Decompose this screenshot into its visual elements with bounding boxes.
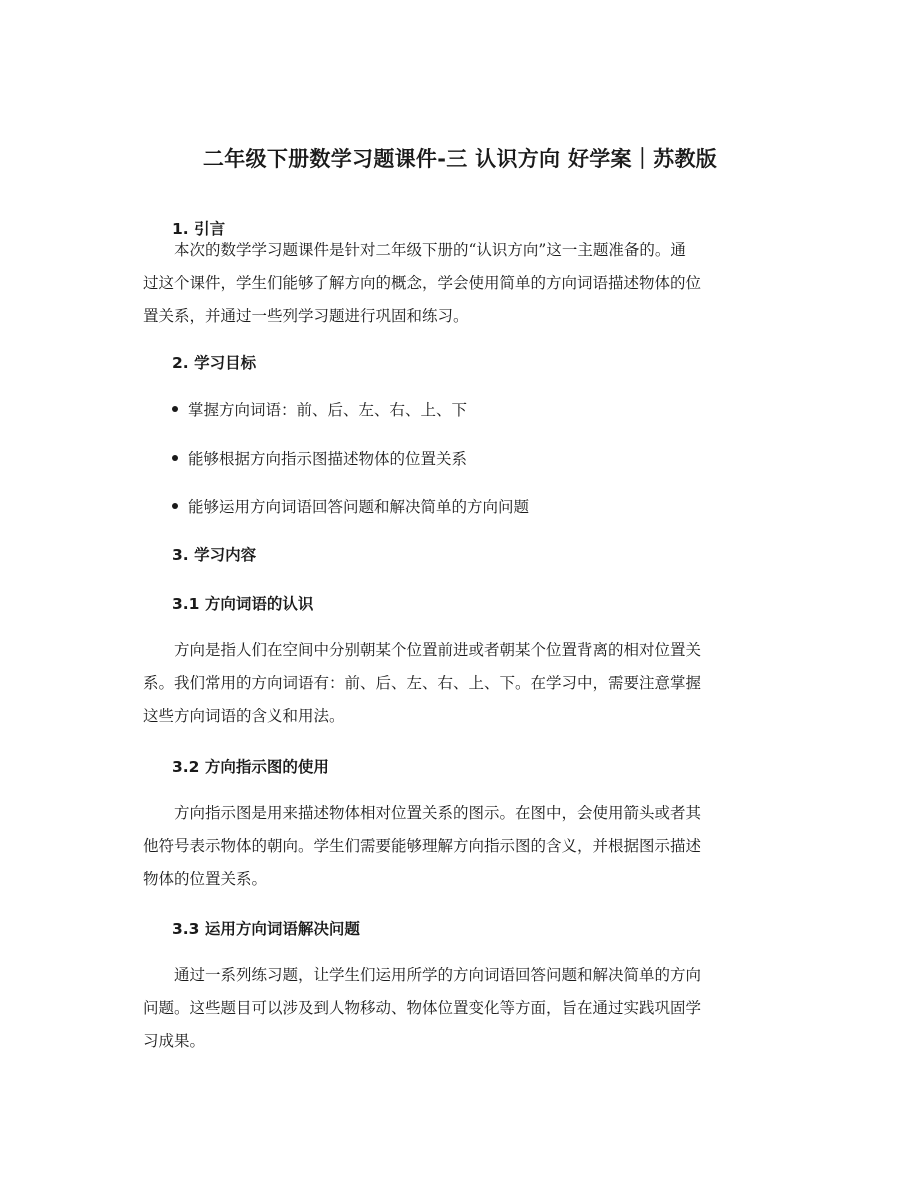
bullet-text: 能够根据方向指示图描述物体的位置关系 bbox=[188, 450, 468, 468]
bullet-text: 掌握方向词语：前、后、左、右、上、下 bbox=[188, 401, 468, 419]
bullet-text: 能够运用方向词语回答问题和解决简单的方向问题 bbox=[188, 498, 530, 516]
paragraph-3-2 bbox=[143, 797, 756, 896]
section-heading-learning-content: 3. 学习内容 bbox=[172, 546, 257, 564]
paragraph-line: 他符号表示物体的朝向。学生们需要能够理解方向指示图的含义，并根据图示描述 bbox=[143, 837, 702, 855]
paragraph-line: 方向指示图是用来描述物体相对位置关系的图示。在图中，会使用箭头或者其 bbox=[174, 804, 702, 822]
section-heading-learning-goals: 2. 学习目标 bbox=[172, 354, 257, 372]
paragraph-line: 本次的数学学习题课件是针对二年级下册的“认识方向”这一主题准备的。通 bbox=[174, 241, 686, 259]
bullet-item bbox=[172, 494, 529, 520]
bullet-item bbox=[172, 446, 467, 472]
section-heading-introduction: 1. 引言 bbox=[172, 220, 226, 238]
paragraph-3-3 bbox=[143, 959, 756, 1058]
paragraph-line: 方向是指人们在空间中分别朝某个位置前进或者朝某个位置背离的相对位置关 bbox=[174, 641, 702, 659]
bullet-dot-icon bbox=[172, 406, 178, 412]
paragraph-3-1 bbox=[143, 634, 756, 733]
paragraph-introduction bbox=[143, 234, 756, 333]
document-title: 二年级下册数学习题课件-三 认识方向 好学案｜苏教版 bbox=[202, 147, 718, 171]
paragraph-line: 置关系，并通过一些列学习题进行巩固和练习。 bbox=[143, 307, 469, 325]
paragraph-line: 过这个课件，学生们能够了解方向的概念，学会使用简单的方向词语描述物体的位 bbox=[143, 274, 702, 292]
paragraph-line: 问题。这些题目可以涉及到人物移动、物体位置变化等方面，旨在通过实践巩固学 bbox=[143, 999, 702, 1017]
bullet-dot-icon bbox=[172, 455, 178, 461]
paragraph-line: 这些方向词语的含义和用法。 bbox=[143, 707, 345, 725]
bullet-dot-icon bbox=[172, 503, 178, 509]
bullet-item bbox=[172, 397, 467, 423]
section-heading-3-1: 3.1 方向词语的认识 bbox=[172, 595, 314, 613]
section-heading-3-2: 3.2 方向指示图的使用 bbox=[172, 758, 329, 776]
section-heading-3-3: 3.3 运用方向词语解决问题 bbox=[172, 920, 360, 938]
paragraph-line: 通过一系列练习题，让学生们运用所学的方向词语回答问题和解决简单的方向 bbox=[174, 966, 702, 984]
paragraph-line: 习成果。 bbox=[143, 1032, 206, 1050]
paragraph-line: 物体的位置关系。 bbox=[143, 870, 268, 888]
paragraph-line: 系。我们常用的方向词语有：前、后、左、右、上、下。在学习中，需要注意掌握 bbox=[143, 674, 702, 692]
